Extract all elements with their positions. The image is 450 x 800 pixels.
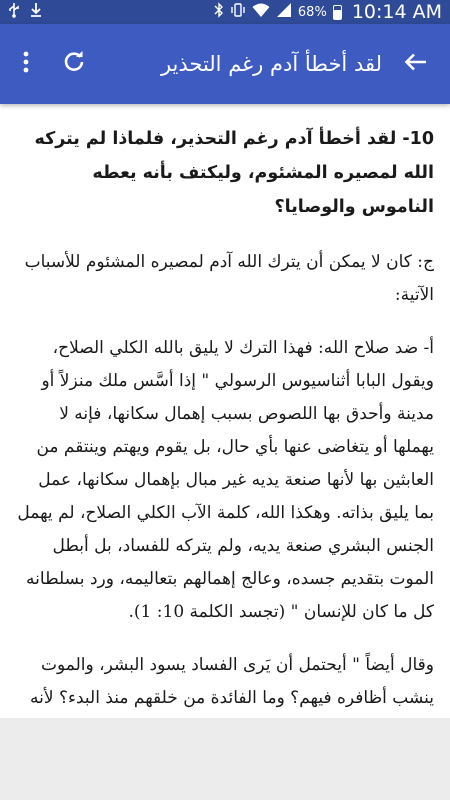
app-bar — [0, 24, 450, 104]
download-icon — [30, 2, 42, 22]
back-arrow-icon — [405, 53, 427, 75]
more-options-button[interactable] — [2, 40, 50, 88]
bottom-panel — [0, 718, 450, 800]
battery-percent: 68% — [297, 4, 327, 20]
page-title: لقد أخطأ آدم رغم التحذير — [160, 52, 382, 76]
article-content — [0, 104, 450, 718]
clock: 10:14 AM — [351, 1, 442, 23]
answer-quote: وقال أيضاً " أيحتمل أن يَرى الفساد يسود البشر، والموت ينشب أظافره فيهم؟ وما الفائدة من خلقهم منذ البدء؟ لأنه — [30, 655, 434, 708]
status-bar — [0, 0, 450, 24]
status-right-icons — [214, 1, 442, 23]
answer-intro: ج: كان لا يمكن أن يترك الله آدم لمصيره المشئوم للأسباب الآتية: — [24, 252, 434, 305]
more-vert-icon — [23, 51, 29, 77]
wifi-icon — [252, 2, 270, 22]
usb-icon — [8, 2, 20, 22]
vibrate-icon — [230, 2, 246, 22]
answer-point-a: أ- ضد صلاح الله: فهذا الترك لا يليق بالله الكلي الصلاح، ويقول البابا أثناسيوس الرسولي " إذا أسَّس ملك منزلاً أو مدينة وأحدق بها اللصوص بسبب إهمال سكانها، فإنه لا يهملها أو يتغاضى عنها بأي حال، بل يقوم ويهتم وينتقم من العابثين بها لأنها صنعة يديه غير مبال بإهمال سكانها، عمل بما يليق بذاته. وهكذا الله، كلمة الآب الكلي الصلاح، لم يهمل الجنس البشري صنعة يديه، ولم يتركه للفساد، بل أبطل الموت بتقديم جسده، وعالج إهمالهم بتعاليمه، ورد بسلطانه كل ما كان للإنسان " (تجسد الكلمة 10: 1). — [17, 338, 434, 622]
signal-icon — [276, 2, 292, 22]
back-button[interactable] — [392, 40, 440, 88]
question-heading: 10- لقد أخطأ آدم رغم التحذير، فلماذا لم يتركه الله لمصيره المشئوم، وليكتف بأنه يعطه الناموس والوصايا؟ — [34, 129, 434, 217]
status-left-icons — [8, 2, 42, 22]
refresh-icon — [63, 51, 85, 77]
battery-icon — [333, 5, 342, 20]
refresh-button[interactable] — [50, 40, 98, 88]
bluetooth-icon — [214, 2, 224, 22]
